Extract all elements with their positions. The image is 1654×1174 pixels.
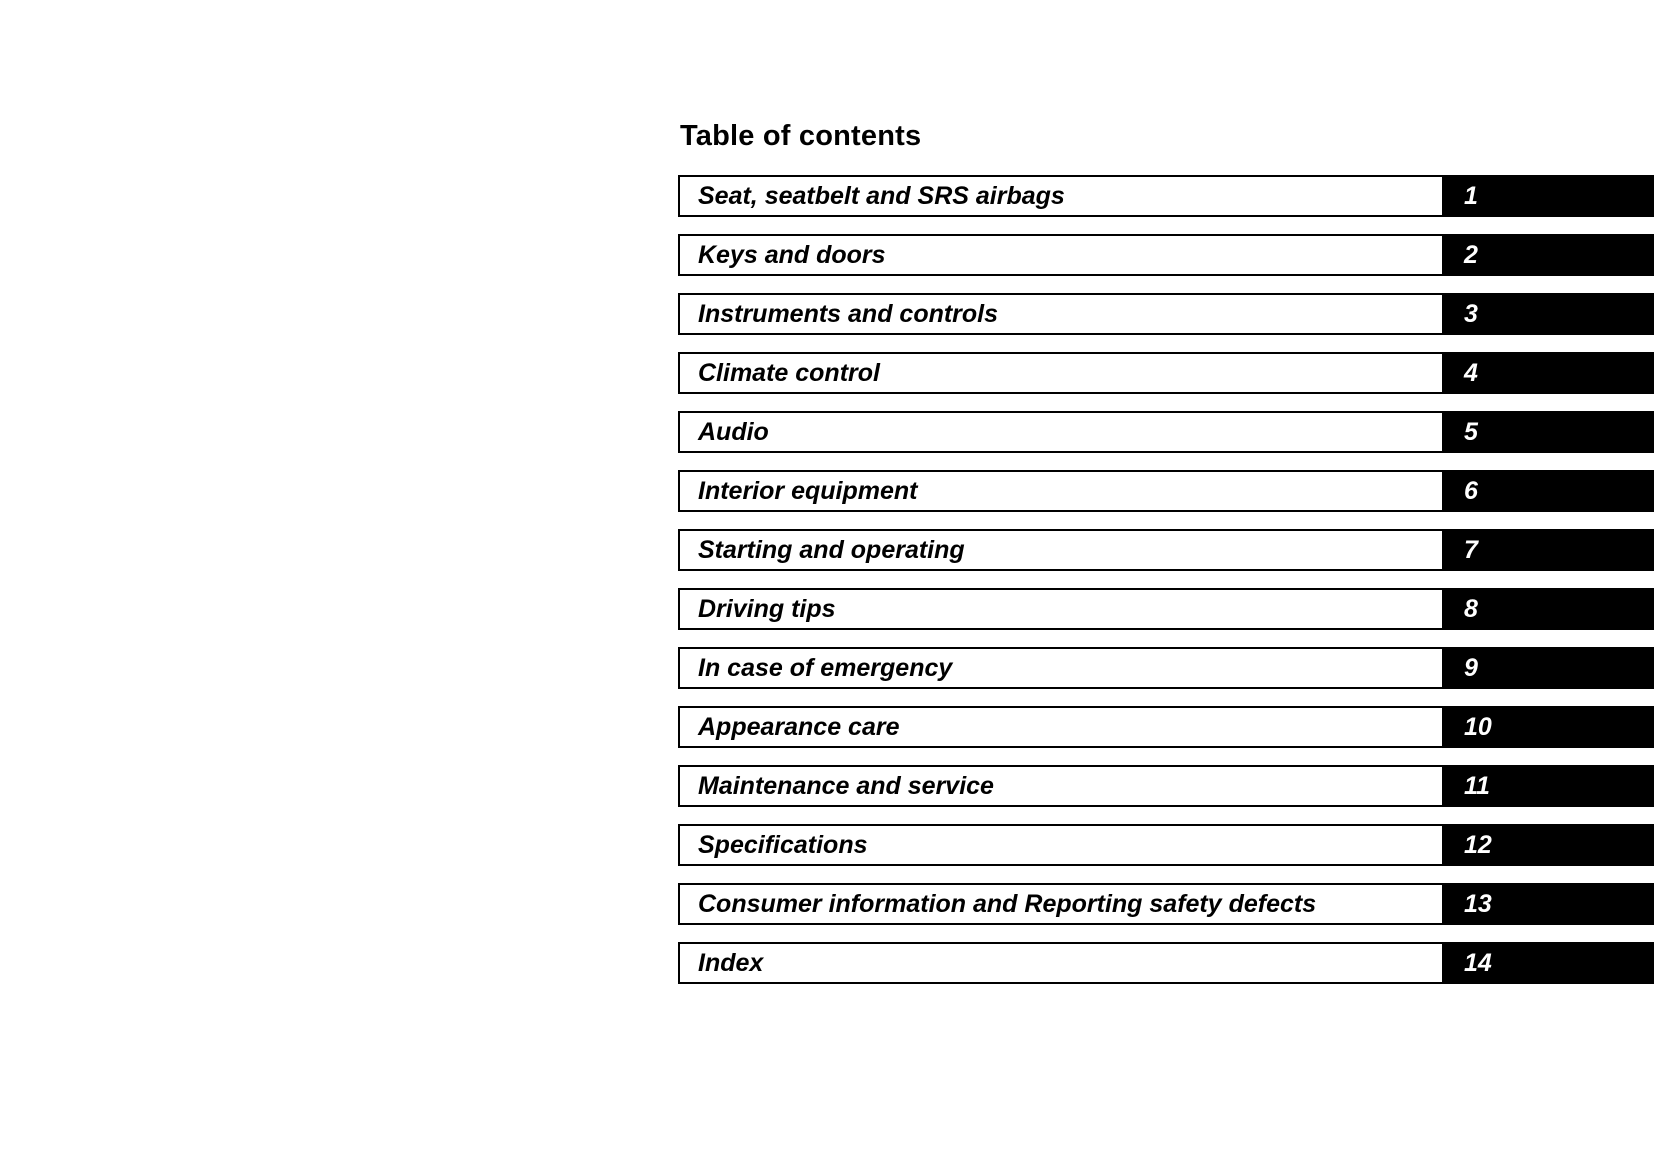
toc-entry-label: Seat, seatbelt and SRS airbags xyxy=(698,181,1065,210)
toc-entry-label: Audio xyxy=(698,417,769,446)
toc-entry-number: 11 xyxy=(1442,765,1654,807)
toc-entry-label: Keys and doors xyxy=(698,240,886,269)
toc-entry-label: Appearance care xyxy=(698,712,900,741)
toc-entry-label: In case of emergency xyxy=(698,653,953,682)
toc-entry-number: 8 xyxy=(1442,588,1654,630)
toc-entry-label: Interior equipment xyxy=(698,476,918,505)
toc-entry[interactable] xyxy=(678,588,1654,630)
toc-entry-number: 3 xyxy=(1442,293,1654,335)
toc-entry[interactable] xyxy=(678,234,1654,276)
toc-entry-number: 12 xyxy=(1442,824,1654,866)
toc-entry[interactable] xyxy=(678,411,1654,453)
toc-entry-label: Driving tips xyxy=(698,594,836,623)
toc-entry-number: 4 xyxy=(1442,352,1654,394)
toc-entry[interactable] xyxy=(678,647,1654,689)
page-title: Table of contents xyxy=(680,120,922,152)
toc-entry[interactable] xyxy=(678,942,1654,984)
table-of-contents xyxy=(678,120,1654,1001)
toc-entry-number: 6 xyxy=(1442,470,1654,512)
toc-entry[interactable] xyxy=(678,470,1654,512)
toc-entry-number: 7 xyxy=(1442,529,1654,571)
toc-entry-label: Starting and operating xyxy=(698,535,965,564)
toc-entry[interactable] xyxy=(678,352,1654,394)
toc-entry-number: 14 xyxy=(1442,942,1654,984)
toc-entry-number: 5 xyxy=(1442,411,1654,453)
toc-list xyxy=(678,175,1654,984)
toc-entry-number: 9 xyxy=(1442,647,1654,689)
toc-entry[interactable] xyxy=(678,765,1654,807)
toc-entry-label: Consumer information and Reporting safety defects xyxy=(698,889,1317,918)
toc-entry-number: 10 xyxy=(1442,706,1654,748)
toc-entry-number: 13 xyxy=(1442,883,1654,925)
toc-entry-label: Specifications xyxy=(698,830,868,859)
toc-entry[interactable] xyxy=(678,293,1654,335)
toc-entry-label: Climate control xyxy=(698,358,880,387)
toc-entry[interactable] xyxy=(678,529,1654,571)
toc-entry-number: 2 xyxy=(1442,234,1654,276)
toc-entry-label: Index xyxy=(698,948,764,977)
toc-entry[interactable] xyxy=(678,883,1654,925)
toc-entry-label: Instruments and controls xyxy=(698,299,999,328)
toc-entry-number: 1 xyxy=(1442,175,1654,217)
toc-entry[interactable] xyxy=(678,175,1654,217)
toc-entry[interactable] xyxy=(678,706,1654,748)
toc-entry[interactable] xyxy=(678,824,1654,866)
toc-entry-label: Maintenance and service xyxy=(698,771,994,800)
